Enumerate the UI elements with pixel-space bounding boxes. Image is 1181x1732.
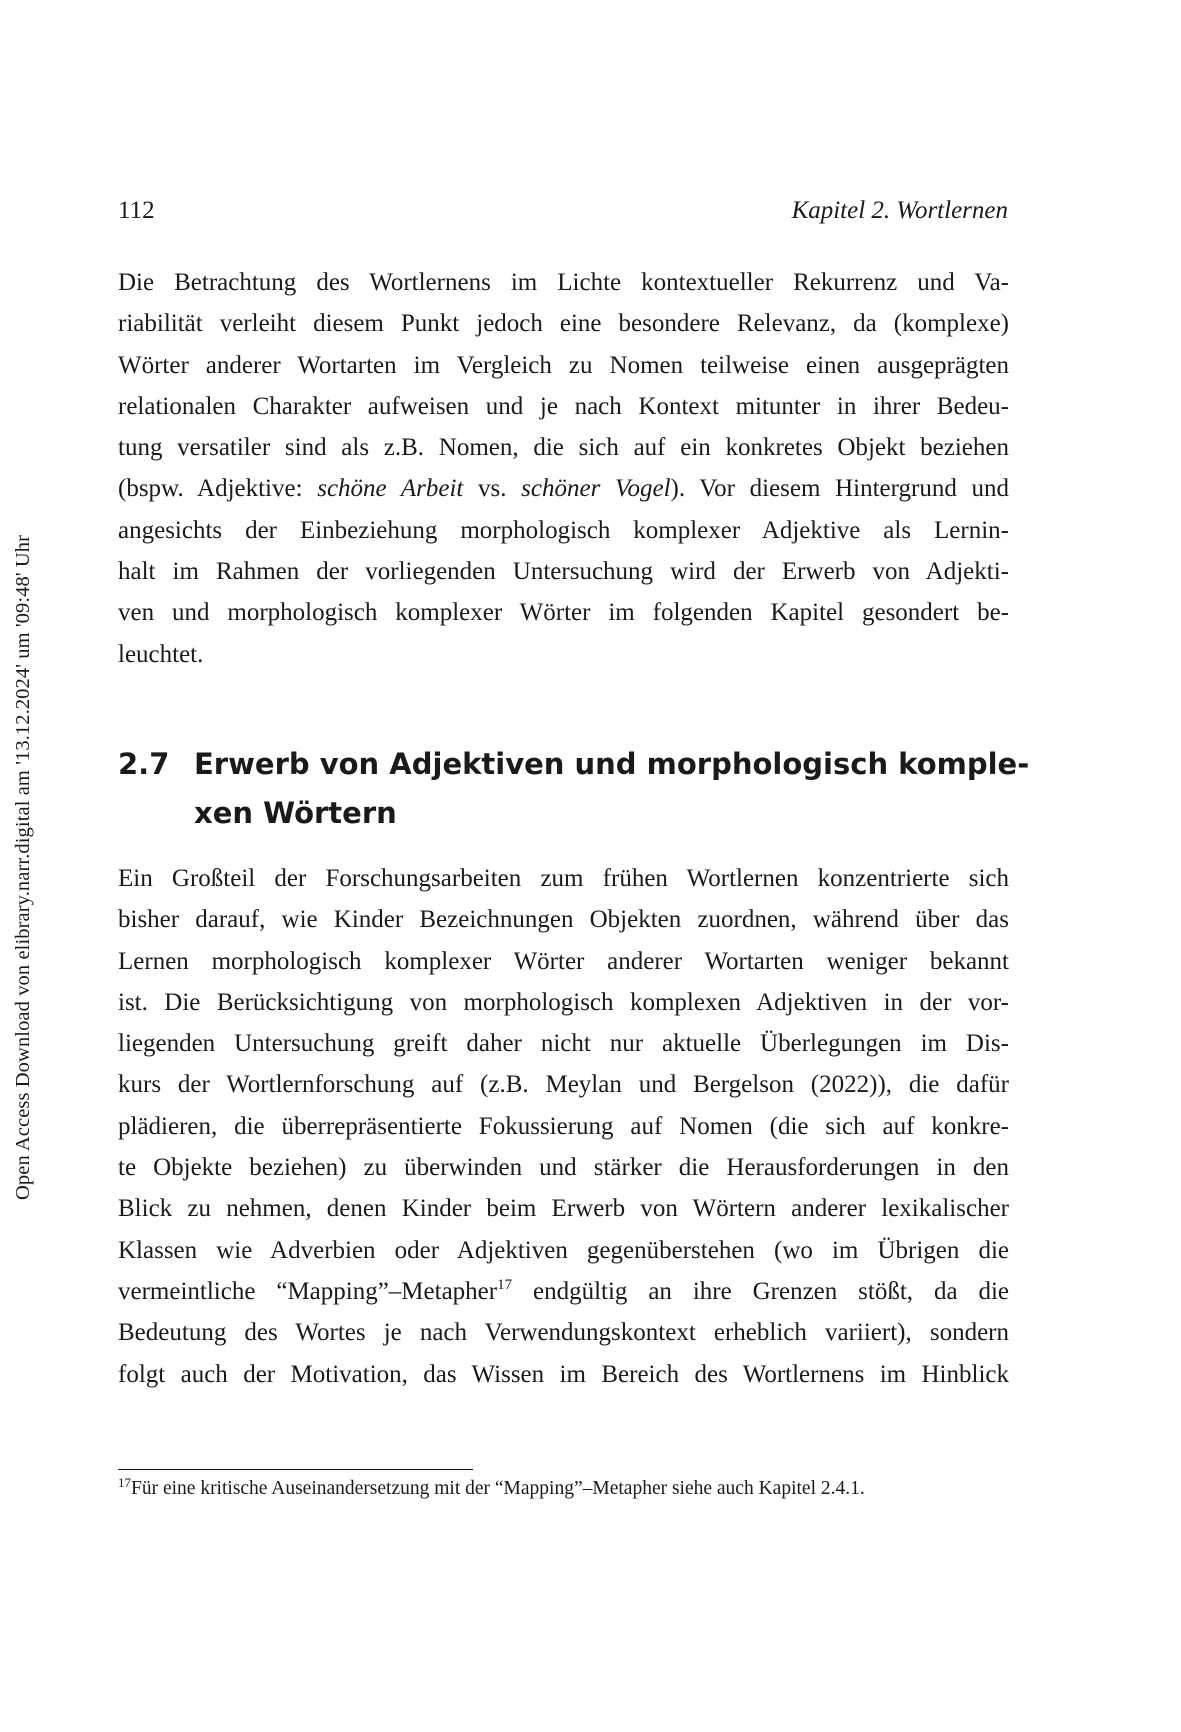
text-line: leuchtet. [118,640,204,668]
footnote-reference[interactable]: 17 [497,1276,513,1293]
text-line: Lernen morphologisch komplexer Wörter anderer Wortarten weniger bekannt [118,947,1009,975]
page-number: 112 [118,197,155,224]
text-line: plädieren, die überrepräsentierte Fokussierung auf Nomen (die sich auf konkre- [118,1112,1009,1140]
footnote-text: Für eine kritische Auseinandersetzung mit der “Mapping”–Metapher siehe auch Kapitel 2.4.1. [131,1478,865,1499]
section-title-line: xen Wörtern [194,796,397,830]
section-number: 2.7 [118,747,170,781]
text-line: te Objekte beziehen) zu überwinden und stärker die Herausforderungen in den [118,1154,1009,1182]
text-line: Die Betrachtung des Wortlernens im Lichte kontextueller Rekurrenz und Va- [118,269,1009,296]
text-line: bisher darauf, wie Kinder Bezeichnungen Objekten zuordnen, während über das [118,906,1009,934]
paragraph-2 [118,858,1009,1395]
text-line: tung versatiler sind als z.B. Nomen, die sich auf ein konkretes Objekt beziehen [118,434,1009,462]
text-line: halt im Rahmen der vorliegenden Untersuchung wird der Erwerb von Adjekti- [118,558,1009,586]
footnote [118,1476,1009,1502]
footnote-marker: 17 [118,1475,131,1490]
example-phrase: schöner Vogel [521,475,671,503]
text-line: Bedeutung des Wortes je nach Verwendungskontext erheblich variiert), sondern [118,1319,1009,1347]
access-watermark: Open Access Download von elibrary.narr.digital am '13.12.2024' um '09:48' Uhr [12,534,34,1200]
text-line: Ein Großteil der Forschungsarbeiten zum frühen Wortlernen konzentrierte sich [118,865,1009,892]
text-line: Blick zu nehmen, denen Kinder beim Erwerb von Wörtern anderer lexikalischer [118,1195,1009,1223]
section-title-line: Erwerb von Adjektiven und morphologisch komple- [194,747,1030,781]
section-title [194,740,1030,838]
text-line: kurs der Wortlernforschung auf (z.B. Meylan und Bergelson (2022)), die dafür [118,1071,1009,1099]
text-line: angesichts der Einbeziehung morphologisch komplexer Adjektive als Lernin- [118,516,1009,544]
footnote-divider [118,1469,473,1470]
chapter-title: Kapitel 2. Wortlernen [791,197,1008,224]
text-line: Klassen wie Adverbien oder Adjektiven gegenüberstehen (wo im Übrigen die [118,1236,1009,1264]
text-line: riabilität verleiht diesem Punkt jedoch eine besondere Relevanz, da (komplexe) [118,310,1009,338]
text-line: ven und morphologisch komplexer Wörter im folgenden Kapitel gesondert be- [118,599,1009,627]
text-line: ist. Die Berücksichtigung von morphologisch komplexen Adjektiven in der vor- [118,988,1009,1016]
text-line: vermeintliche “Mapping”–Metapher$^{17}$ endgültig an ihre Grenzen stößt, da die [118,1276,1009,1305]
text-line: relationalen Charakter aufweisen und je nach Kontext mitunter in ihrer Bedeu- [118,392,1009,420]
text-line: liegenden Untersuchung greift daher nicht nur aktuelle Überlegungen im Dis- [118,1030,1009,1058]
text-line: Wörter anderer Wortarten im Vergleich zu Nomen teilweise einen ausgeprägten [118,351,1009,379]
text-line: (bspw. Adjektive: schöne Arbeit vs. schöner Vogel). Vor diesem Hintergrund und [118,475,1009,503]
text-line: folgt auch der Motivation, das Wissen im Bereich des Wortlernens im Hinblick [118,1360,1009,1388]
paragraph-1 [118,262,1009,675]
example-phrase: schöne Arbeit [317,475,464,503]
